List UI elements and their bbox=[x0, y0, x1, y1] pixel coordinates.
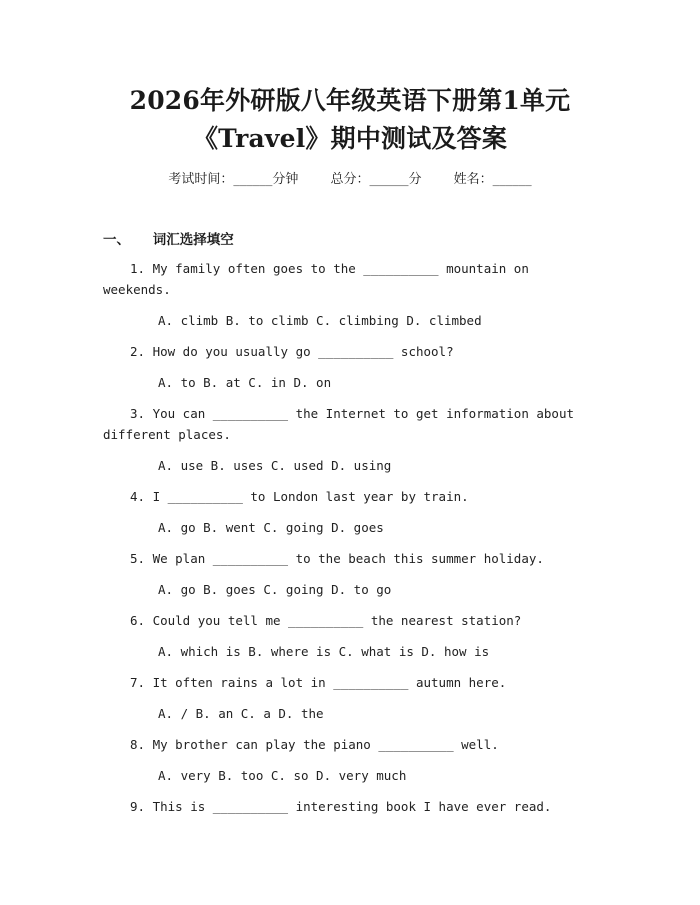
question-item bbox=[103, 796, 603, 817]
question-options: A. go B. goes C. going D. to go bbox=[158, 582, 392, 597]
question-options: A. go B. went C. going D. goes bbox=[158, 520, 384, 535]
question-list bbox=[103, 258, 603, 817]
question-options: A. climb B. to climb C. climbing D. climbed bbox=[158, 313, 482, 328]
question-options: A. use B. uses C. used D. using bbox=[158, 458, 392, 473]
question-item bbox=[103, 672, 603, 724]
question-text: 5. We plan __________ to the beach this summer holiday. bbox=[130, 551, 544, 566]
page-title bbox=[0, 82, 700, 158]
question-options: A. / B. an C. a D. the bbox=[158, 706, 324, 721]
question-item bbox=[103, 486, 603, 538]
question-options: A. which is B. where is C. what is D. how is bbox=[158, 644, 490, 659]
question-item bbox=[103, 403, 603, 476]
question-text: 8. My brother can play the piano __________ well. bbox=[130, 737, 499, 752]
question-item bbox=[103, 548, 603, 600]
question-text: 1. My family often goes to the __________ mountain on weekends. bbox=[103, 261, 537, 297]
section-heading bbox=[103, 228, 234, 248]
question-text: 4. I __________ to London last year by train. bbox=[130, 489, 469, 504]
title-line-1: 2026年外研版八年级英语下册第1单元 bbox=[129, 86, 571, 115]
question-text: 9. This is __________ interesting book I have ever read. bbox=[130, 799, 552, 814]
question-item bbox=[103, 734, 603, 786]
title-line-2: 《Travel》期中测试及答案 bbox=[192, 124, 508, 153]
section-number: 一、 bbox=[103, 232, 130, 248]
total-score-field: 总分：______分 bbox=[330, 172, 422, 187]
question-text: 6. Could you tell me __________ the nearest station? bbox=[130, 613, 522, 628]
question-item bbox=[103, 610, 603, 662]
question-item bbox=[103, 341, 603, 393]
question-options: A. very B. too C. so D. very much bbox=[158, 768, 407, 783]
exam-info bbox=[0, 168, 700, 187]
question-item bbox=[103, 258, 603, 331]
section-title: 词汇选择填空 bbox=[152, 232, 234, 248]
question-text: 7. It often rains a lot in __________ autumn here. bbox=[130, 675, 507, 690]
question-text: 3. You can __________ the Internet to get information about different places. bbox=[103, 406, 582, 442]
question-options: A. to B. at C. in D. on bbox=[158, 375, 332, 390]
question-text: 2. How do you usually go __________ school? bbox=[130, 344, 454, 359]
exam-time-field: 考试时间：______分钟 bbox=[168, 172, 299, 187]
student-name-field: 姓名：______ bbox=[453, 172, 532, 187]
